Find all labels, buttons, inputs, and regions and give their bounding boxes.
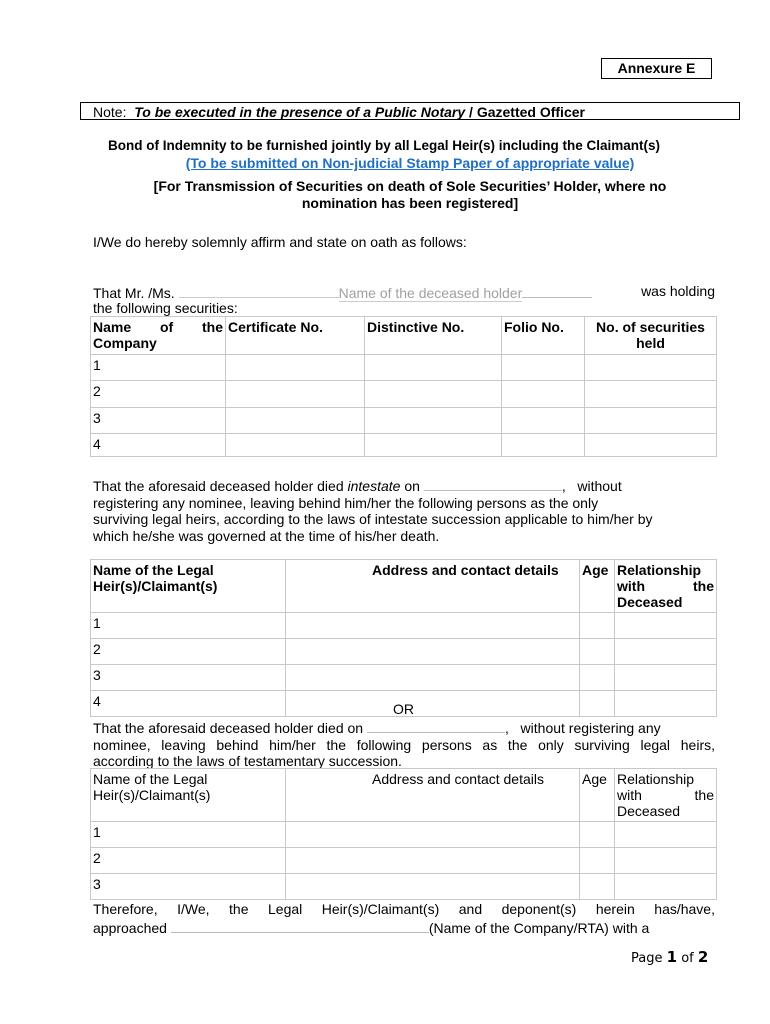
holding-prefix: That Mr. /Ms. [93, 285, 175, 301]
company-rta-blank[interactable] [171, 918, 429, 933]
testamentary-line3: according to the laws of testamentary succession. [93, 753, 402, 769]
table-cell[interactable] [365, 434, 502, 457]
table-cell[interactable] [502, 381, 585, 408]
holding-line2: the following securities: [93, 300, 238, 316]
table-cell[interactable] [580, 639, 615, 665]
table-cell[interactable] [502, 408, 585, 434]
table-cell[interactable] [615, 613, 717, 639]
col-company-name: Name of the Company [91, 317, 226, 355]
row-number: 3 [91, 408, 226, 434]
intestate-paragraph [93, 476, 715, 544]
heading-line2-wrap [90, 155, 730, 171]
page-number: 1 [666, 948, 678, 966]
intestate-line2: registering any nominee, leaving behind him/her the following persons as the only [93, 494, 599, 511]
heirs-header-row [91, 769, 717, 822]
row-number: 4 [91, 434, 226, 457]
testamentary-paragraph [93, 718, 715, 770]
therefore-line2-suffix: (Name of the Company/RTA) with a [428, 919, 650, 936]
table-cell[interactable] [580, 665, 615, 691]
table-row [91, 381, 717, 408]
holding-blank-1[interactable] [179, 283, 339, 298]
table-cell[interactable] [365, 355, 502, 381]
table-cell[interactable] [580, 613, 615, 639]
row-number: 1 [91, 355, 226, 381]
col-address: Address and contact details [286, 769, 580, 822]
table-row [91, 434, 717, 457]
holding-line [93, 283, 715, 301]
table-cell[interactable] [226, 355, 365, 381]
table-cell[interactable] [286, 613, 580, 639]
table-cell[interactable] [615, 639, 717, 665]
table-cell[interactable] [226, 408, 365, 434]
col-heir-name: Name of the Legal Heir(s)/Claimant(s) [91, 769, 286, 822]
row-number: 3 [91, 874, 286, 900]
heading-line1: Bond of Indemnity to be furnished jointly by all Legal Heir(s) including the Claimant(s) [108, 138, 661, 153]
heirs-table-intestate [90, 559, 717, 717]
intestate-date-blank[interactable] [424, 476, 562, 491]
table-cell[interactable] [502, 434, 585, 457]
heading-line4: nomination has been registered] [301, 195, 519, 211]
page-footer [631, 948, 708, 966]
table-cell[interactable] [585, 408, 717, 434]
row-number: 1 [91, 613, 286, 639]
table-cell[interactable] [615, 848, 717, 874]
row-number: 1 [91, 822, 286, 848]
intestate-after: , without [561, 478, 622, 494]
row-number: 3 [91, 665, 286, 691]
table-row [91, 665, 717, 691]
heirs-header-row [91, 560, 717, 613]
table-cell[interactable] [286, 665, 580, 691]
table-row [91, 639, 717, 665]
heirs-table-testamentary [90, 768, 717, 900]
col-address: Address and contact details [286, 560, 580, 613]
testamentary-date-blank[interactable] [367, 718, 505, 733]
col-age: Age [580, 560, 615, 613]
table-row [91, 355, 717, 381]
note-suffix: / Gazetted Officer [465, 104, 585, 120]
row-number: 4 [91, 691, 286, 717]
table-cell[interactable] [226, 434, 365, 457]
table-row [91, 848, 717, 874]
page-label: Page [631, 951, 663, 966]
table-cell[interactable] [585, 355, 717, 381]
table-cell[interactable] [585, 381, 717, 408]
heading-line3: [For Transmission of Securities on death of Sole Securities’ Holder, where no [153, 178, 667, 194]
col-certificate-no: Certificate No. [226, 317, 365, 355]
table-cell[interactable] [585, 434, 717, 457]
table-cell[interactable] [286, 874, 580, 900]
col-distinctive-no: Distinctive No. [365, 317, 502, 355]
row-number: 2 [91, 848, 286, 874]
col-folio-no: Folio No. [502, 317, 585, 355]
table-cell[interactable] [286, 848, 580, 874]
table-cell[interactable] [286, 822, 580, 848]
therefore-line2-prefix: approached [93, 919, 167, 936]
note-box [80, 102, 740, 120]
securities-header-row [91, 317, 717, 355]
intestate-on: on [404, 478, 420, 494]
testamentary-after: , without registering any [504, 720, 661, 736]
table-cell[interactable] [615, 874, 717, 900]
table-row [91, 613, 717, 639]
col-relationship: Relationship with the Deceased [615, 560, 717, 613]
therefore-paragraph [93, 901, 715, 936]
deceased-name-placeholder[interactable]: Name of the deceased holder [338, 285, 523, 301]
row-number: 2 [91, 639, 286, 665]
holding-suffix: was holding [641, 283, 715, 299]
intestate-line3: surviving legal heirs, according to the laws of intestate succession applicable to him/her by [93, 511, 653, 527]
affirm-text: I/We do hereby solemnly affirm and state on oath as follows: [93, 234, 467, 250]
intestate-italic: intestate [347, 478, 401, 494]
table-cell[interactable] [615, 822, 717, 848]
intestate-prefix: That the aforesaid deceased holder died [93, 478, 344, 494]
table-cell[interactable] [502, 355, 585, 381]
annexure-label: Annexure E [601, 58, 712, 79]
or-separator: OR [393, 701, 414, 717]
testamentary-line2: nominee, leaving behind him/her the following persons as the only surviving legal heirs, [93, 736, 715, 753]
table-cell[interactable] [226, 381, 365, 408]
table-cell[interactable] [365, 381, 502, 408]
table-cell[interactable] [580, 848, 615, 874]
holding-blank-2[interactable] [522, 283, 592, 298]
table-row [91, 874, 717, 900]
page-of: of [681, 951, 694, 966]
col-relationship: Relationship with the Deceased [615, 769, 717, 822]
intestate-line1 [93, 476, 715, 495]
table-row [91, 408, 717, 434]
row-number: 2 [91, 381, 226, 408]
table-cell[interactable] [580, 822, 615, 848]
table-cell[interactable] [286, 639, 580, 665]
intestate-line4: which he/she was governed at the time of his/her death. [93, 527, 440, 544]
col-age: Age [580, 769, 615, 822]
therefore-line1: Therefore, I/We, the Legal Heir(s)/Claimant(s) and deponent(s) herein has/have, [93, 901, 715, 917]
table-cell[interactable] [580, 874, 615, 900]
table-cell[interactable] [615, 665, 717, 691]
table-cell[interactable] [365, 408, 502, 434]
testamentary-prefix: That the aforesaid deceased holder died on [93, 720, 364, 736]
securities-table [90, 316, 717, 457]
col-no-of-securities: No. of securities held [585, 317, 717, 355]
note-italic: To be executed in the presence of a Public Notary [134, 104, 466, 120]
table-row [91, 822, 717, 848]
col-heir-name: Name of the Legal Heir(s)/Claimant(s) [91, 560, 286, 613]
therefore-line2 [93, 918, 715, 937]
note-prefix: Note: [93, 104, 127, 120]
stamp-paper-link[interactable]: (To be submitted on Non-judicial Stamp Paper of appropriate value) [185, 155, 635, 171]
testamentary-line1 [93, 718, 715, 737]
page-total: 2 [697, 948, 709, 966]
